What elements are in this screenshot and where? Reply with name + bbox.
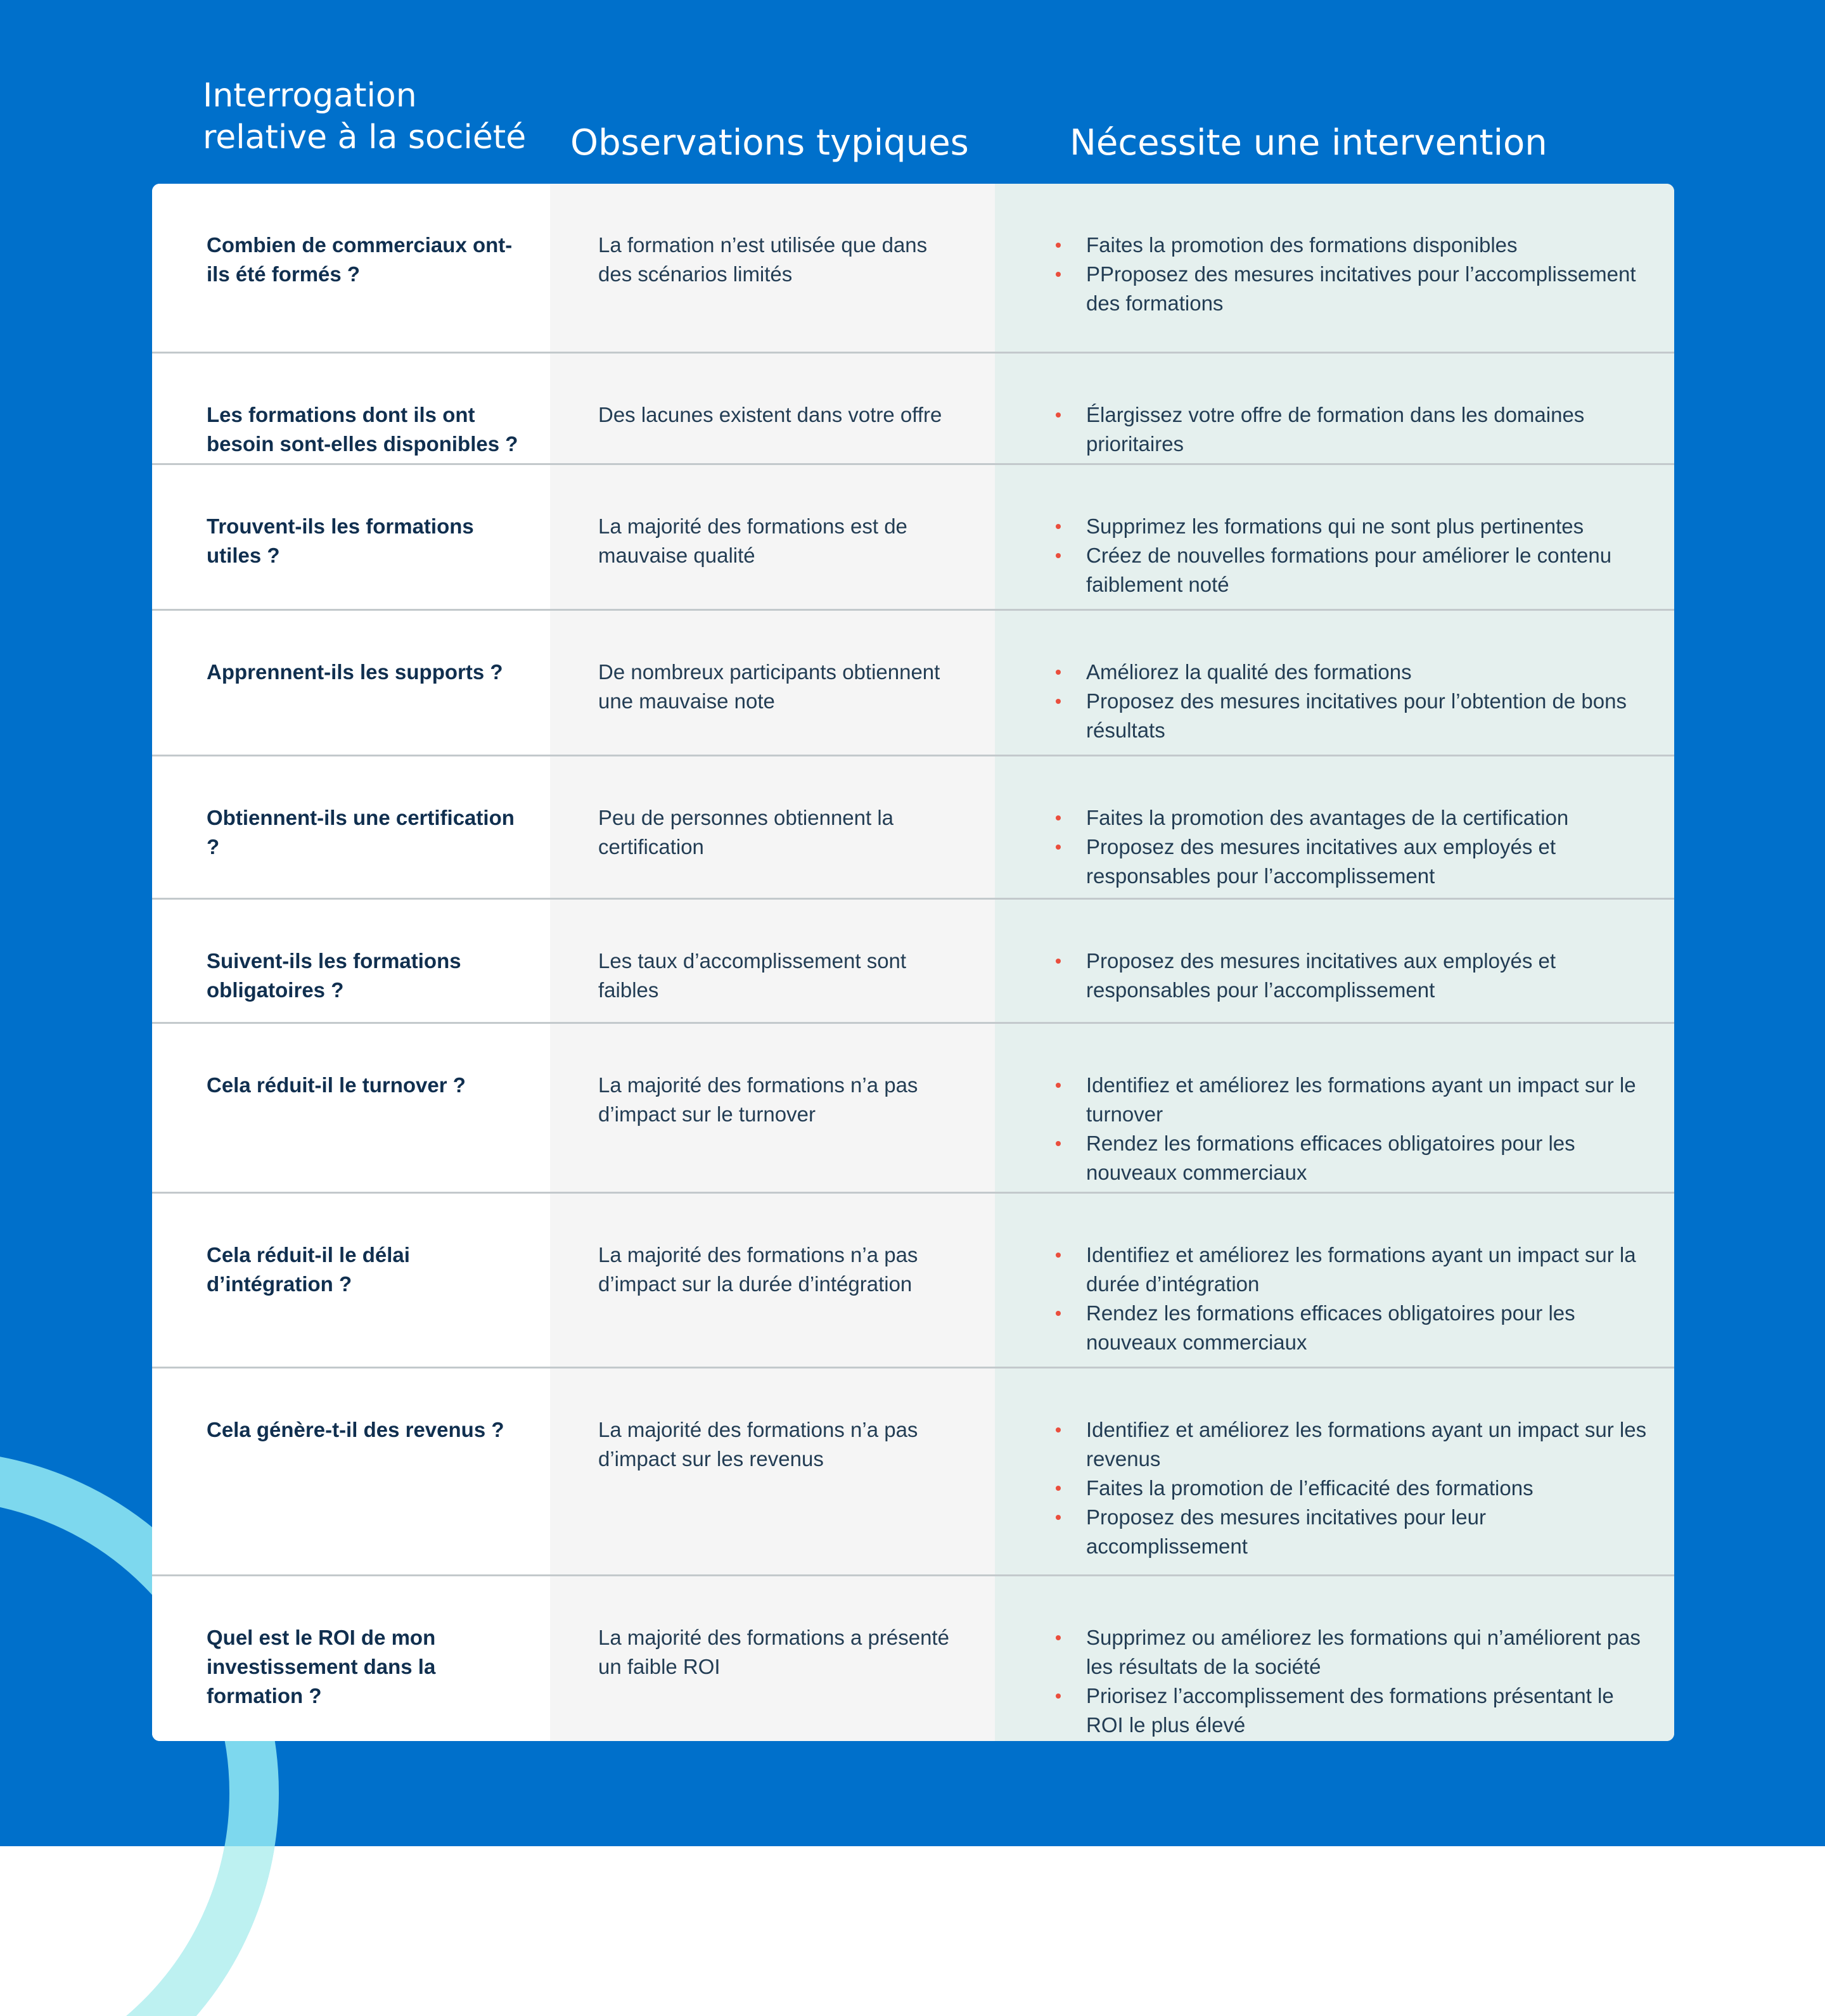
intervention-item: Proposez des mesures incitatives aux employés et responsables pour l’accomplissement xyxy=(1051,833,1653,891)
question-cell: Cela génère-t-il des revenus ? xyxy=(207,1418,504,1441)
intervention-item: PProposez des mesures incitatives pour l’accomplissement des formations xyxy=(1051,260,1653,318)
intervention-item: Supprimez les formations qui ne sont plus pertinentes xyxy=(1051,512,1653,541)
intervention-list xyxy=(1051,1071,1653,1187)
intervention-item: Faites la promotion des avantages de la certification xyxy=(1051,803,1653,833)
table-row xyxy=(152,1576,1674,1741)
observation-cell: Des lacunes existent dans votre offre xyxy=(598,403,942,426)
header-company-question: Interrogation relative à la société xyxy=(203,77,527,156)
intervention-list xyxy=(1051,658,1653,745)
intervention-item: Élargissez votre offre de formation dans les domaines prioritaires xyxy=(1051,400,1653,459)
intervention-item: Identifiez et améliorez les formations ayant un impact sur la durée d’intégration xyxy=(1051,1241,1653,1299)
intervention-item: Proposez des mesures incitatives pour leur accomplissement xyxy=(1051,1503,1653,1561)
intervention-item: Supprimez ou améliorez les formations qui n’améliorent pas les résultats de la société xyxy=(1051,1623,1653,1681)
table-row xyxy=(152,1024,1674,1194)
intervention-list xyxy=(1051,512,1653,599)
question-cell: Combien de commerciaux ont-ils été formés ? xyxy=(207,233,513,286)
observation-cell: La majorité des formations est de mauvaise qualité xyxy=(598,514,907,567)
observation-cell: La formation n’est utilisée que dans des scénarios limités xyxy=(598,233,928,286)
observation-cell: Les taux d’accomplissement sont faibles xyxy=(598,949,907,1002)
observation-cell: La majorité des formations n’a pas d’impact sur les revenus xyxy=(598,1418,918,1471)
table-row xyxy=(152,900,1674,1024)
question-cell: Cela réduit-il le délai d’intégration ? xyxy=(207,1243,410,1296)
intervention-item: Rendez les formations efficaces obligatoires pour les nouveaux commerciaux xyxy=(1051,1129,1653,1187)
intervention-item: Rendez les formations efficaces obligatoires pour les nouveaux commerciaux xyxy=(1051,1299,1653,1357)
question-cell: Trouvent-ils les formations utiles ? xyxy=(207,514,474,567)
observation-cell: La majorité des formations a présenté un faible ROI xyxy=(598,1626,949,1678)
intervention-item: Priorisez l’accomplissement des formations présentant le ROI le plus élevé xyxy=(1051,1681,1653,1740)
intervention-item: Faites la promotion de l’efficacité des formations xyxy=(1051,1474,1653,1503)
header-intervention: Nécessite une intervention xyxy=(1070,122,1547,163)
observation-cell: De nombreux participants obtiennent une mauvaise note xyxy=(598,660,940,713)
table-row xyxy=(152,756,1674,900)
intervention-item: Identifiez et améliorez les formations ayant un impact sur le turnover xyxy=(1051,1071,1653,1129)
intervention-list xyxy=(1051,1623,1653,1740)
table-row xyxy=(152,1194,1674,1368)
intervention-list xyxy=(1051,400,1653,459)
intervention-item: Faites la promotion des formations disponibles xyxy=(1051,231,1653,260)
table-row xyxy=(152,184,1674,354)
header-observations: Observations typiques xyxy=(570,122,969,163)
intervention-item: Proposez des mesures incitatives pour l’obtention de bons résultats xyxy=(1051,687,1653,745)
observation-cell: Peu de personnes obtiennent la certification xyxy=(598,806,894,858)
intervention-list xyxy=(1051,1415,1653,1561)
intervention-item: Identifiez et améliorez les formations ayant un impact sur les revenus xyxy=(1051,1415,1653,1474)
table-row xyxy=(152,1368,1674,1576)
table-row xyxy=(152,354,1674,465)
question-cell: Cela réduit-il le turnover ? xyxy=(207,1073,466,1097)
intervention-list xyxy=(1051,231,1653,318)
question-cell: Quel est le ROI de mon investissement dans la formation ? xyxy=(207,1626,436,1707)
table-row xyxy=(152,465,1674,611)
interventions-table xyxy=(152,184,1674,1741)
intervention-item: Créez de nouvelles formations pour améliorer le contenu faiblement noté xyxy=(1051,541,1653,599)
observation-cell: La majorité des formations n’a pas d’impact sur la durée d’intégration xyxy=(598,1243,918,1296)
intervention-item: Proposez des mesures incitatives aux employés et responsables pour l’accomplissement xyxy=(1051,947,1653,1005)
question-cell: Suivent-ils les formations obligatoires ? xyxy=(207,949,461,1002)
observation-cell: La majorité des formations n’a pas d’impact sur le turnover xyxy=(598,1073,918,1126)
intervention-list xyxy=(1051,947,1653,1005)
intervention-list xyxy=(1051,1241,1653,1357)
question-cell: Les formations dont ils ont besoin sont-elles disponibles ? xyxy=(207,403,518,456)
question-cell: Obtiennent-ils une certification ? xyxy=(207,806,515,858)
intervention-list xyxy=(1051,803,1653,891)
table-row xyxy=(152,611,1674,756)
intervention-item: Améliorez la qualité des formations xyxy=(1051,658,1653,687)
question-cell: Apprennent-ils les supports ? xyxy=(207,660,503,684)
